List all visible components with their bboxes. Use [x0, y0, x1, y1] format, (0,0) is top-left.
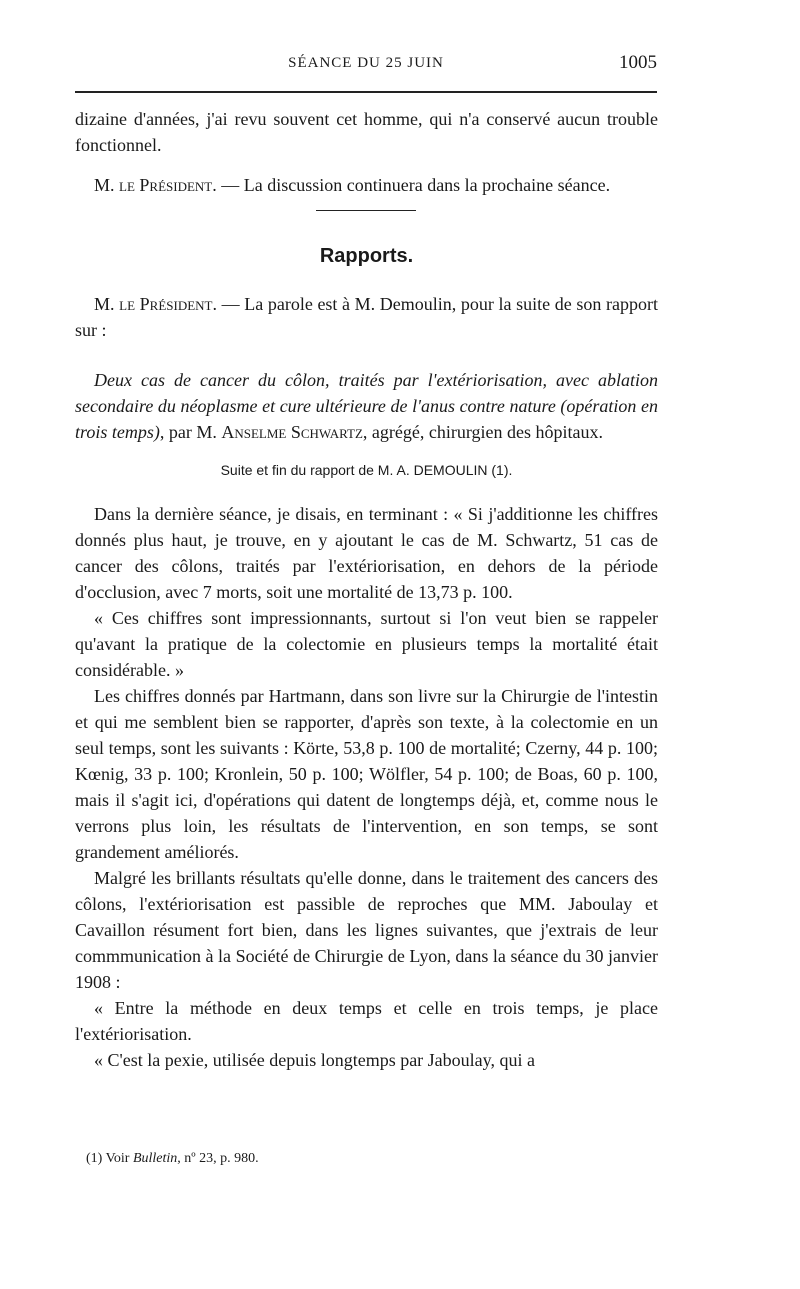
footnote-rest: , nº 23, p. 980.: [177, 1151, 259, 1166]
paragraph-body: « C'est la pexie, utilisée depuis longtemps par Jaboulay, qui a: [94, 1050, 535, 1070]
section-heading: Rapports.: [319, 245, 414, 267]
page-number: 1005: [619, 52, 657, 73]
body-text: [75, 106, 658, 1073]
report-subtitle: Suite et fin du rapport de M. A. DEMOULIN (1).: [220, 462, 513, 478]
paragraph-body: Les chiffres donnés par Hartmann, dans son livre sur la Chirurgie de l'intestin et qui me semblent bien se rapporter, d'après son texte, à la colectomie en un seul temps, sont les suivants : Körte, 53,8 p. 100 de mortalité; Czerny, 44 p. 100; Kœnig, 33 p. 100; Kronlein, 50 p. 100; Wölfler, 54 p. 100; de Boas, 60 p. 100, mais il s'agit ici, d'opérations qui datent de longtemps déjà, et, comme nous le verrons plus loin, les résultats de l'intervention, en son temps, se sont grandement améliorés.: [75, 686, 658, 862]
speaker-name: M. le Président.: [94, 175, 217, 195]
paragraph-body: « Ces chiffres sont impressionnants, surtout si l'on veut bien se rappeler qu'avant la pratique de la colectomie en plusieurs temps la mortalité était considérable. »: [75, 608, 658, 680]
speaker-name: M. le Président.: [94, 294, 217, 314]
footnote: [86, 1151, 259, 1167]
header-rule: [75, 91, 657, 93]
report-title-by: , par M.: [159, 422, 222, 442]
running-title: SÉANCE DU 25 JUIN: [288, 55, 444, 71]
paragraph-president-1: [75, 172, 658, 198]
page-header: [75, 52, 657, 82]
report-author: Anselme Schwartz: [221, 422, 363, 442]
footnote-prefix: (1) Voir: [86, 1151, 133, 1166]
report-title-text: Deux cas de cancer du côlon, traités par l'extériorisation, avec ablation secondaire du néoplasme et cure ultérieure de l'anus contre nature (opération en trois temps): [75, 370, 658, 442]
section-divider: [316, 210, 416, 211]
report-title: [75, 367, 658, 445]
paragraph-continuation: dizaine d'années, j'ai revu souvent cet homme, qui n'a conservé aucun trouble fonctionnel.: [75, 109, 658, 155]
paragraph-president-2: [75, 291, 658, 343]
speaker-text: — La parole est à M. Demoulin, pour la suite de son rapport sur :: [75, 294, 658, 340]
paragraph-body: Malgré les brillants résultats qu'elle donne, dans le traitement des cancers des côlons, l'extériorisation est passible de reproches que MM. Jaboulay et Cavaillon résument fort bien, dans les lignes suivantes, que j'extrais de leur commmunication à la Société de Chirurgie de Lyon, dans la séance du 30 janvier 1908 :: [75, 868, 658, 992]
report-title-rest: , agrégé, chirurgien des hôpitaux.: [362, 422, 603, 442]
paragraph-body: Dans la dernière séance, je disais, en terminant : « Si j'additionne les chiffres donnés plus haut, je trouve, en y ajoutant le cas de M. Schwartz, 51 cas de cancer des côlons, traités par l'extériorisation, en dehors de la période d'occlusion, avec 7 morts, soit une mortalité de 13,73 p. 100.: [75, 504, 658, 602]
paragraph-body: « Entre la méthode en deux temps et celle en trois temps, je place l'extériorisation.: [75, 998, 658, 1044]
speaker-text: — La discussion continuera dans la prochaine séance.: [216, 175, 611, 195]
footnote-journal: Bulletin: [132, 1151, 178, 1166]
